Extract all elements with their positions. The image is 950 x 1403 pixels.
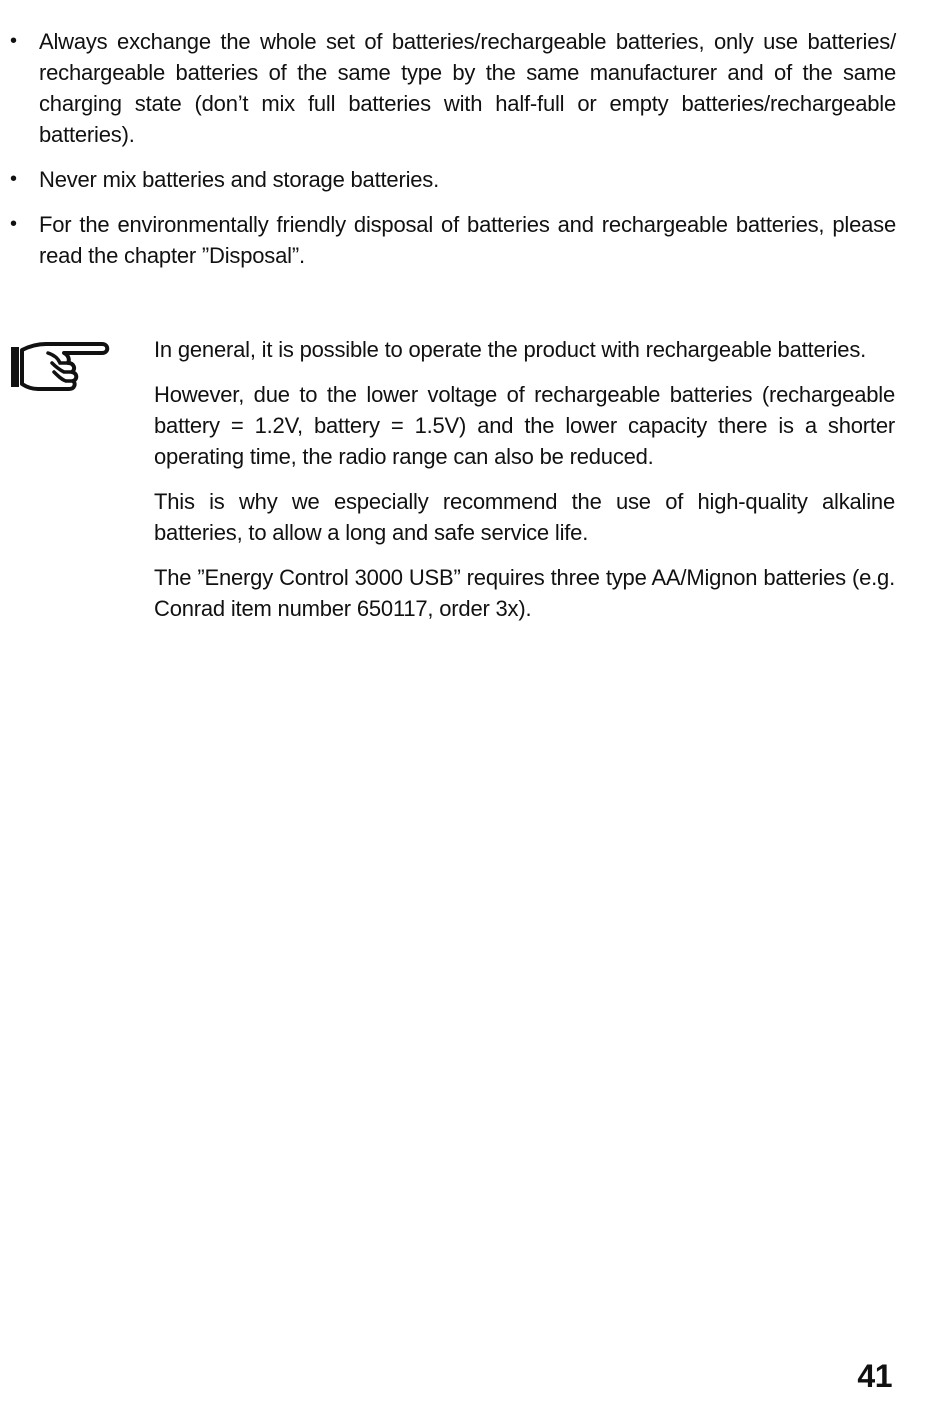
note-paragraph: The ”Energy Control 3000 USB” requires three type AA/Mignon batteries (e.g. Conrad item number 650117, order 3x).	[154, 565, 895, 621]
list-item	[10, 164, 896, 195]
list-item	[10, 209, 896, 271]
bullet-marker: •	[10, 168, 17, 190]
note-paragraph: However, due to the lower voltage of rechargeable batteries (rechargeable battery = 1.2V, battery = 1.5V) and the lower capacity there is a shorter operating time, the radio range can also be reduced.	[154, 382, 895, 469]
bullet-marker: •	[10, 213, 17, 235]
bullet-text: Always exchange the whole set of batteries/rechargeable batteries, only use batteries/ rechargeable batteries of the same type by the same manufacturer and of the same charging state (don’t mix full batteries with half-full or empty batteries/rechargeable batteries).	[39, 29, 896, 147]
bullet-marker: •	[10, 30, 17, 52]
note-paragraph: In general, it is possible to operate the product with rechargeable batteries.	[154, 337, 867, 362]
battery-precautions-list	[10, 26, 896, 285]
bullet-text: Never mix batteries and storage batteries.	[39, 167, 440, 192]
pointing-hand-icon	[8, 338, 112, 394]
page-number: 41	[857, 1358, 892, 1394]
list-item	[10, 26, 896, 150]
note-text	[154, 334, 895, 638]
note-paragraph: This is why we especially recommend the use of high-quality alkaline batteries, to allow a long and safe service life.	[154, 489, 895, 545]
bullet-text: For the environmentally friendly disposal of batteries and rechargeable batteries, please read the chapter ”Disposal”.	[39, 212, 896, 268]
